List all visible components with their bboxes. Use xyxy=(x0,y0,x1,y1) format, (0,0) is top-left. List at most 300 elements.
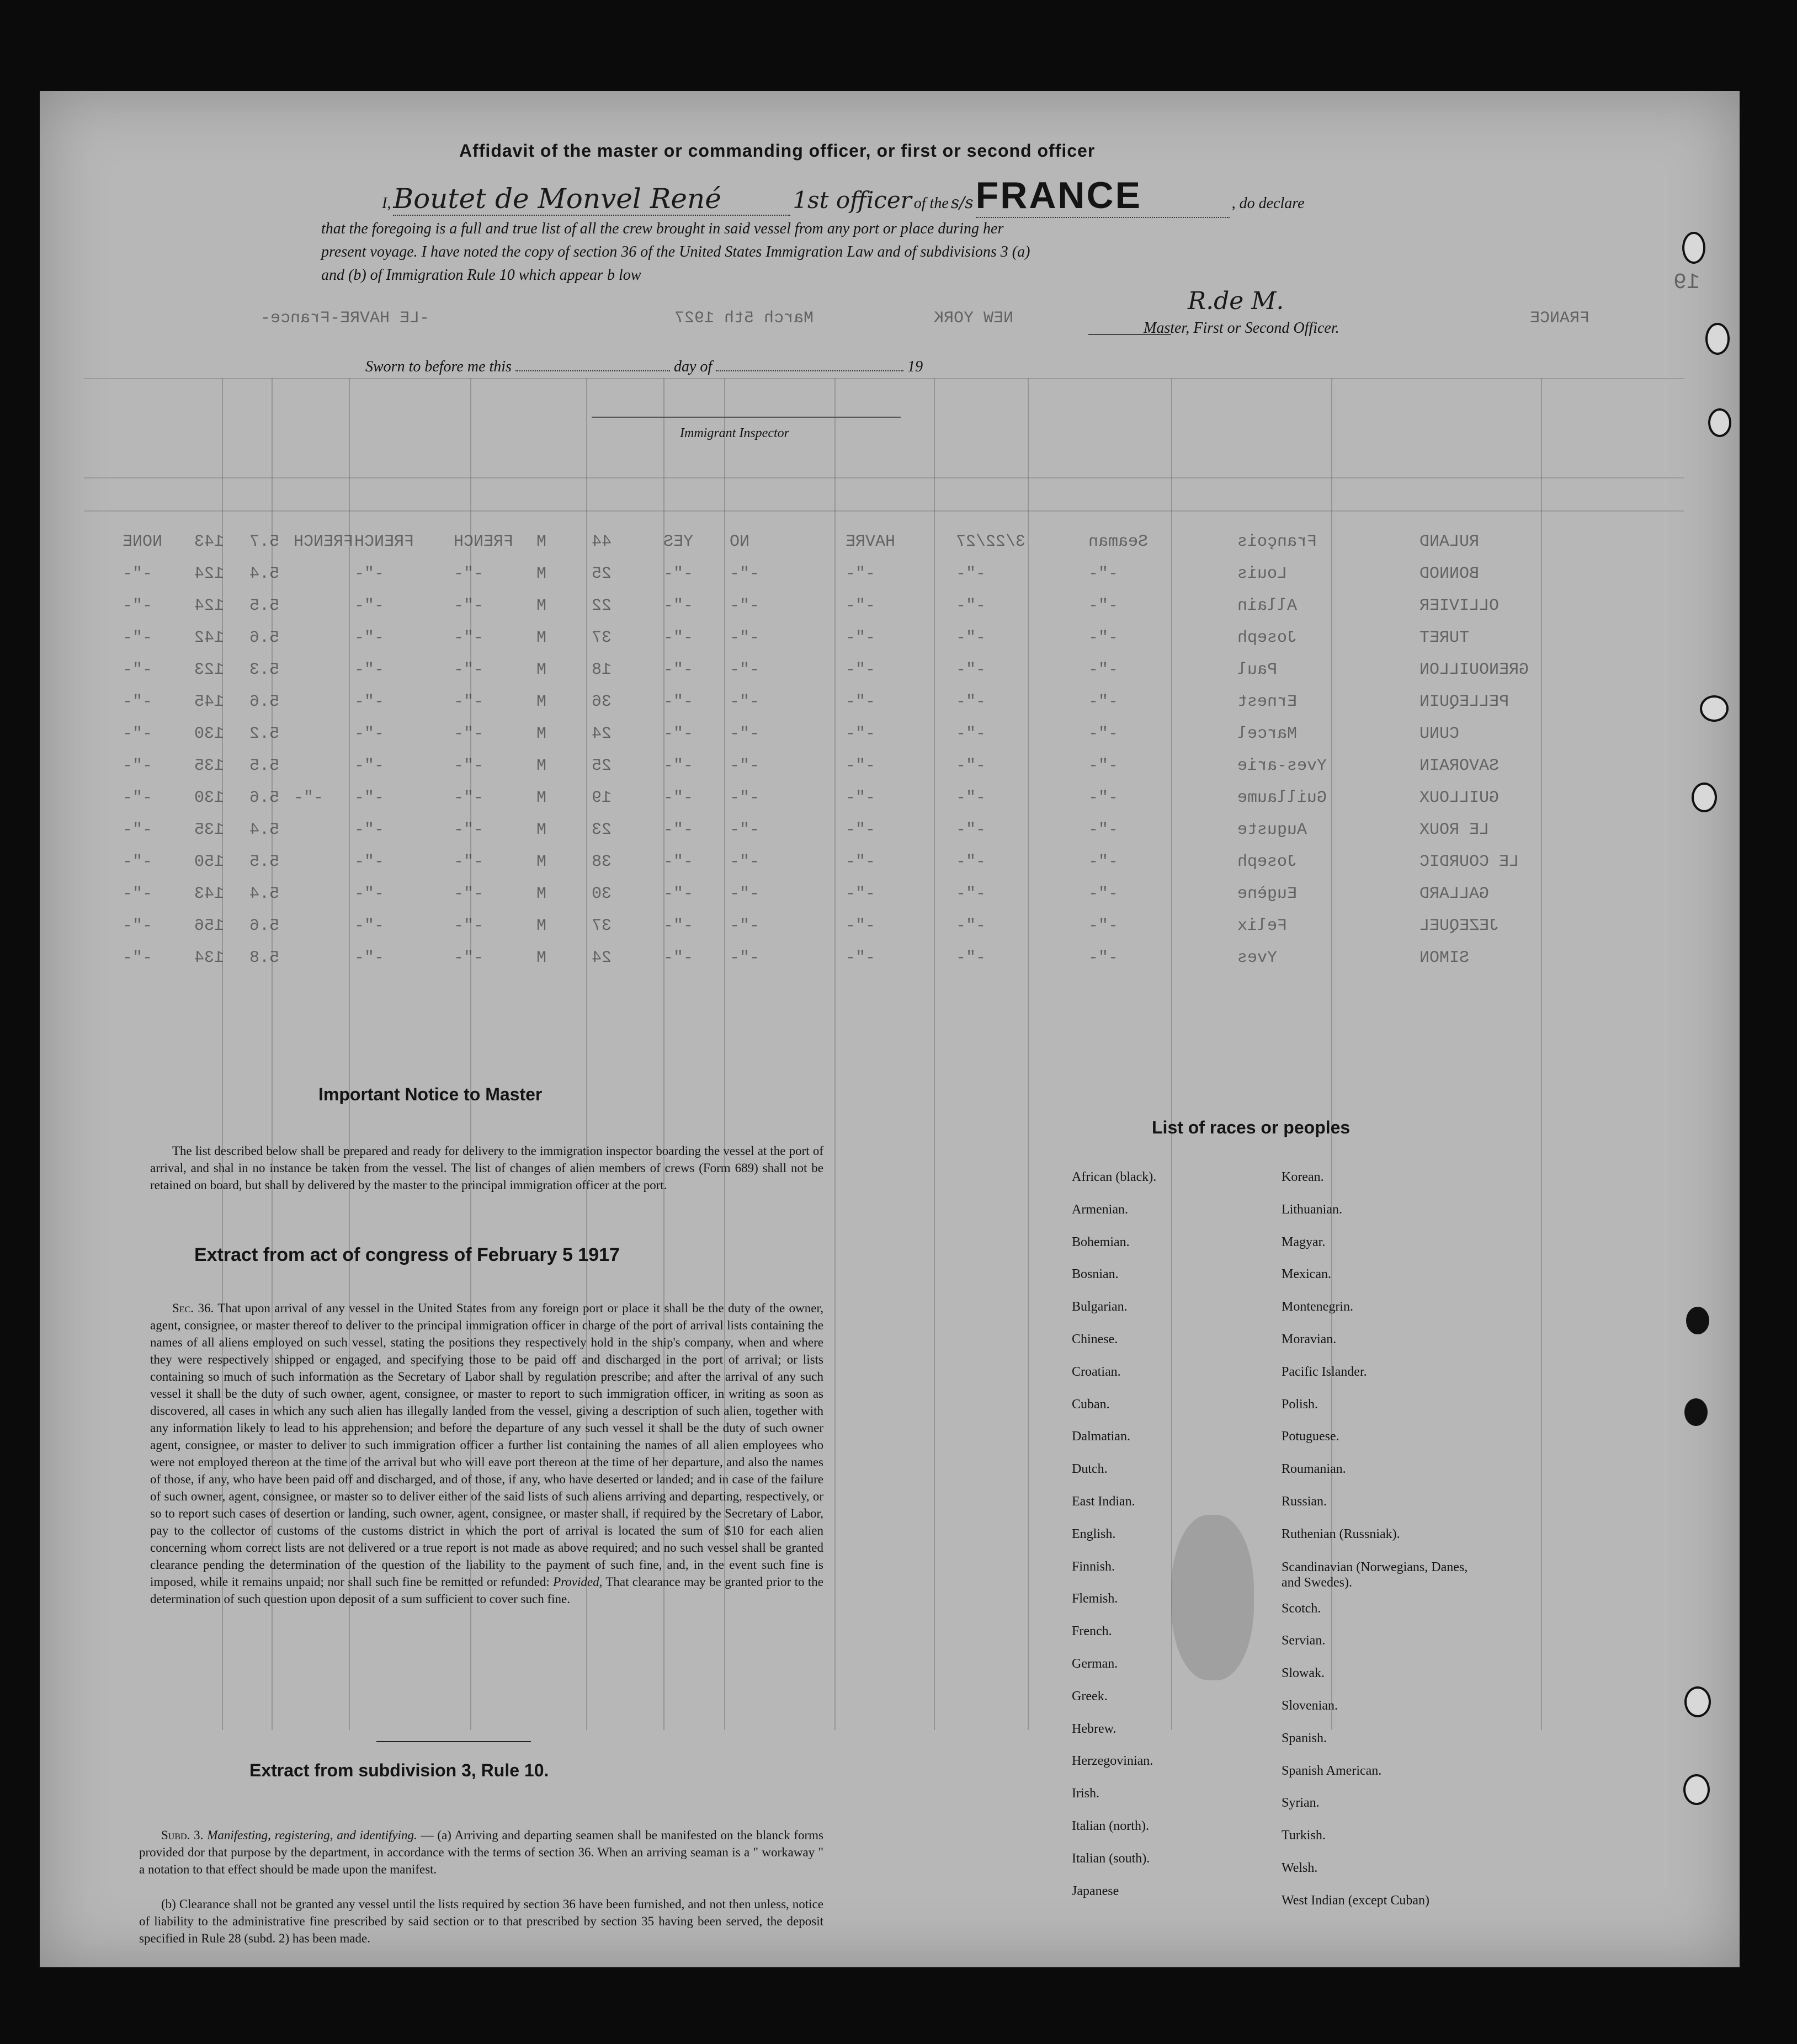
race-item: West Indian (except Cuban) xyxy=(1282,1893,1429,1908)
ghost-cell-surname: SAVORAIN xyxy=(1419,757,1500,775)
ghost-cell-no: -"- xyxy=(730,725,760,743)
ghost-port: NEW YORK xyxy=(934,309,1014,328)
ghost-cell-race: -"- xyxy=(354,661,385,679)
race-item: Montenegrin. xyxy=(1282,1300,1353,1314)
ghost-cell-sex: M xyxy=(536,565,547,583)
race-item: Lithuanian. xyxy=(1282,1202,1342,1217)
officer-title: Master, First or Second Officer. xyxy=(1144,320,1339,337)
ghost-cell-rating: -"- xyxy=(1088,661,1119,679)
ghost-cell-no: -"- xyxy=(730,917,760,935)
ghost-cell-no: -"- xyxy=(730,853,760,871)
ghost-cell-place: HAVRE xyxy=(846,533,896,551)
ghost-cell-date: -"- xyxy=(956,661,986,679)
ghost-cell-rating: Seaman xyxy=(1088,533,1149,551)
race-item: Croatian. xyxy=(1072,1364,1121,1379)
race-item: Scandinavian (Norwegians, Danes, and Swedes). xyxy=(1282,1559,1468,1590)
ghost-cell-marks: -"- xyxy=(123,661,153,679)
ghost-cell-wt: 130 xyxy=(194,789,225,807)
ghost-row xyxy=(40,757,1740,790)
race-item: Bohemian. xyxy=(1072,1234,1130,1249)
ghost-cell-nat: -"- xyxy=(454,885,484,903)
ghost-cell-yes: -"- xyxy=(663,693,694,711)
race-item: Mexican. xyxy=(1282,1267,1331,1282)
officer-rank: 1st officer xyxy=(793,187,912,214)
ghost-cell-rating: -"- xyxy=(1088,565,1119,583)
ghost-cell-nat: -"- xyxy=(454,597,484,615)
ghost-cell-place: -"- xyxy=(846,853,876,871)
race-item: Hebrew. xyxy=(1072,1721,1117,1736)
ghost-cell-age: 22 xyxy=(592,597,612,615)
affidavit-heading: Affidavit of the master or commanding officer, or first or second officer xyxy=(459,141,1096,161)
sworn-line xyxy=(365,356,1138,378)
inspector-line xyxy=(592,417,901,418)
ghost-cell-place: -"- xyxy=(846,885,876,903)
ghost-cell-ht: 5.5 xyxy=(249,757,280,775)
ghost-cell-given: Eugène xyxy=(1237,885,1298,903)
immigrant-inspector: Immigrant Inspector xyxy=(680,426,789,440)
ghost-cell-race: -"- xyxy=(354,629,385,647)
provided-word: Provided, xyxy=(553,1575,603,1589)
i-prefix: I, xyxy=(382,195,391,212)
ghost-cell-race: -"- xyxy=(354,917,385,935)
ghost-row xyxy=(40,629,1740,662)
ghost-cell-place: -"- xyxy=(846,693,876,711)
ghost-row xyxy=(40,725,1740,758)
punch-hole xyxy=(1705,323,1730,355)
punch-hole xyxy=(1686,1307,1709,1334)
ghost-cell-sex: M xyxy=(536,917,547,935)
punch-hole xyxy=(1684,1686,1711,1717)
ghost-cell-given: Allain xyxy=(1237,597,1298,615)
race-item: Spanish American. xyxy=(1282,1763,1382,1778)
ghost-cell-ht: 5.5 xyxy=(249,597,280,615)
ghost-cell-surname: GALLARD xyxy=(1419,885,1490,903)
ghost-cell-wt: 143 xyxy=(194,885,225,903)
ghost-cell-date: -"- xyxy=(956,917,986,935)
ghost-cell-marks: -"- xyxy=(123,917,153,935)
ghost-cell-date: -"- xyxy=(956,949,986,967)
ghost-cell-sex: M xyxy=(536,885,547,903)
ghost-cell-race: -"- xyxy=(354,789,385,807)
ghost-row xyxy=(40,533,1740,566)
race-item: Chinese. xyxy=(1072,1332,1118,1346)
ghost-cell-surname: JEZEQUEL xyxy=(1419,917,1500,935)
ghost-cell-marks: -"- xyxy=(123,597,153,615)
ghost-cell-no: NO xyxy=(730,533,750,551)
race-item: Flemish. xyxy=(1072,1591,1118,1606)
ghost-cell-marks: -"- xyxy=(123,821,153,839)
ghost-row xyxy=(40,821,1740,854)
ghost-cell-age: 24 xyxy=(592,725,612,743)
race-item: Dutch. xyxy=(1072,1462,1108,1477)
ghost-cell-surname: OLLIVIER xyxy=(1419,597,1500,615)
race-item: Spanish. xyxy=(1282,1731,1327,1745)
ghost-cell-date: -"- xyxy=(956,885,986,903)
ghost-cell-nat: -"- xyxy=(454,757,484,775)
ghost-date: March 5th 1927 xyxy=(674,309,814,328)
ghost-cell-yes: -"- xyxy=(663,661,694,679)
ghost-cell-nat: -"- xyxy=(454,789,484,807)
ghost-cell-age: 38 xyxy=(592,853,612,871)
ghost-cell-marks: NONE xyxy=(123,533,163,551)
ghost-cell-place: -"- xyxy=(846,565,876,583)
ghost-cell-marks: -"- xyxy=(123,725,153,743)
ghost-cell-wt: 145 xyxy=(194,693,225,711)
ghost-number: 19 xyxy=(1673,270,1700,295)
ghost-cell-sex: M xyxy=(536,789,547,807)
notice-title: Important Notice to Master xyxy=(318,1084,543,1104)
ghost-cell-age: 23 xyxy=(592,821,612,839)
ghost-cell-rating: -"- xyxy=(1088,693,1119,711)
ghost-cell-wt: 130 xyxy=(194,725,225,743)
ghost-cell-nat: -"- xyxy=(454,661,484,679)
affidavit-line1 xyxy=(382,174,1541,223)
ghost-cell-place: -"- xyxy=(846,629,876,647)
punch-hole xyxy=(1684,1398,1708,1426)
ghost-cell-yes: -"- xyxy=(663,853,694,871)
ghost-cell-no: -"- xyxy=(730,693,760,711)
ghost-cell-wt: 124 xyxy=(194,597,225,615)
race-item: Slovenian. xyxy=(1282,1699,1338,1713)
ghost-cell-race: -"- xyxy=(354,693,385,711)
race-item: Russian. xyxy=(1282,1494,1327,1509)
ghost-cell-wt: 150 xyxy=(194,853,225,871)
ghost-cell-ht: 5.4 xyxy=(249,565,280,583)
ghost-cell-ht: 5.7 xyxy=(249,533,280,551)
race-item: Pacific Islander. xyxy=(1282,1364,1367,1379)
extract-act-text: That upon arrival of any vessel in the United States from any foreign port or place it shall be the duty of the owner, agent, consignee, or master thereof to deliver to the principal immigration officer in charge of the port of arrival lists containing the names of all aliens employed on such vessel, stating the positions they respectively hold in the ship's company, when and where they were respectively shipped or engaged, and specifying those to be paid off and discharged in the port of arrival; or lists containing so much of such information as the Secretary of Labor shall by regulation prescribe; and after the arrival of any such vessel it shall be the duty of such owner, agent, consignee, or master to report to such immigration officer, in writing as soon as discovered, all cases in which any such alien has illegally landed from the vessel, giving a description of such alien, together with any information likely to lead to his apprehension; and before the departure of any such vessel it shall be the duty of such owner agent, consignee, or master to deliver to such immigration officer a further list containing the names of all alien employees who were not employed thereon at the time of the arrival but who will eave port thereon at the time of her departure, and also the names of those, if any, who have been paid off and discharged, and of those, if any, who have deserted or landed; and in case of the failure of such owner, agent, consignee, or master so to deliver either of the said lists of such aliens arriving and departing, respectively, or so to report such cases of desertion or landing, such owner, agent, consignee, or master shall, if required by the Secretary of Labor, pay to the collector of customs of the customs district in which the port of arrival is located the sum of $10 for each alien concerning whom correct lists are not delivered or a true report is not made as above required; and no such vessel shall be granted clearance pending the determination of the question of the liability to the payment of such fine, and, in the event such fine is imposed, while it remains unpaid; nor shall such fine be remitted or refunded: xyxy=(150,1301,823,1589)
ghost-cell-race: -"- xyxy=(354,853,385,871)
ghost-cell-nat: -"- xyxy=(454,949,484,967)
ghost-cell-place: -"- xyxy=(846,661,876,679)
race-item: Herzegovinian. xyxy=(1072,1754,1153,1769)
ghost-cell-ht: 5.5 xyxy=(249,853,280,871)
affidavit-line4: and (b) of Immigration Rule 10 which appear b low xyxy=(321,267,641,284)
race-item: Finnish. xyxy=(1072,1559,1115,1574)
year-text: 19 xyxy=(907,358,923,375)
ghost-cell-nat: -"- xyxy=(454,853,484,871)
ghost-cell-yes: -"- xyxy=(663,949,694,967)
ghost-cell-date: -"- xyxy=(956,725,986,743)
ghost-cell-age: 36 xyxy=(592,693,612,711)
ghost-cell-wt: 143 xyxy=(194,533,225,551)
ghost-cell-race: -"- xyxy=(354,821,385,839)
ghost-row xyxy=(40,661,1740,694)
ghost-cell-yes: -"- xyxy=(663,629,694,647)
race-item: Dalmatian. xyxy=(1072,1429,1130,1444)
ghost-cell-age: 37 xyxy=(592,917,612,935)
race-item: Magyar. xyxy=(1282,1234,1326,1249)
ghost-row xyxy=(40,885,1740,918)
subd-label: Subd. 3. xyxy=(161,1828,204,1842)
ghost-cell-sex: M xyxy=(536,661,547,679)
ghost-cell-no: -"- xyxy=(730,757,760,775)
ghost-row xyxy=(40,693,1740,726)
race-item: East Indian. xyxy=(1072,1494,1135,1509)
race-item: German. xyxy=(1072,1657,1118,1671)
notice-text: The list described below shall be prepared and ready for delivery to the immigration inspector boarding the vessel at the port of arrival, and shal in no instance be taken from the vessel. The list of changes of alien members of crews (Form 689) shall not be retained on board, but shall by delivered by the master to the principal immigration officer at the port. xyxy=(150,1144,823,1192)
ghost-cell-date: -"- xyxy=(956,693,986,711)
ghost-cell-given: Felix xyxy=(1237,917,1288,935)
ghost-cell-date: -"- xyxy=(956,853,986,871)
ghost-cell-no: -"- xyxy=(730,565,760,583)
ghost-cell-date: -"- xyxy=(956,789,986,807)
race-item: Servian. xyxy=(1282,1633,1326,1648)
extract-act-body xyxy=(150,1300,823,1607)
ghost-cell-place: -"- xyxy=(846,821,876,839)
race-item: Turkish. xyxy=(1282,1828,1326,1843)
ghost-cell-given: François xyxy=(1237,533,1317,551)
ghost-cell-given: Guillaume xyxy=(1237,789,1327,807)
ghost-cell-nat: -"- xyxy=(454,821,484,839)
ghost-cell-place: -"- xyxy=(846,757,876,775)
ghost-cell-rating: -"- xyxy=(1088,789,1119,807)
ghost-cell-marks: -"- xyxy=(123,789,153,807)
ghost-cell-no: -"- xyxy=(730,949,760,967)
race-item: Polish. xyxy=(1282,1397,1318,1412)
ghost-cell-date: -"- xyxy=(956,821,986,839)
ghost-cell-race: -"- xyxy=(354,597,385,615)
ghost-cell-surname: RULAND xyxy=(1419,533,1480,551)
ghost-cell-sex: M xyxy=(536,949,547,967)
ghost-from: -LE HAVRE-France- xyxy=(260,309,430,328)
ghost-cell-sex: M xyxy=(536,757,547,775)
ghost-cell-yes: -"- xyxy=(663,789,694,807)
ghost-row xyxy=(40,597,1740,630)
ghost-cell-race: -"- xyxy=(354,565,385,583)
ghost-cell-no: -"- xyxy=(730,597,760,615)
ghost-cell-place: -"- xyxy=(846,949,876,967)
ghost-cell-race: -"- xyxy=(354,757,385,775)
ghost-cell-sex: M xyxy=(536,821,547,839)
ghost-cell-given: Yves xyxy=(1237,949,1278,967)
ghost-cell-wt: 156 xyxy=(194,917,225,935)
of-the: of the xyxy=(913,195,949,212)
ghost-row xyxy=(40,949,1740,982)
ghost-cell-place: -"- xyxy=(846,725,876,743)
ghost-row xyxy=(40,853,1740,886)
ghost-cell-race2: FRENCH xyxy=(294,533,354,551)
ghost-cell-yes: -"- xyxy=(663,565,694,583)
punch-hole xyxy=(1682,232,1705,264)
ghost-cell-rating: -"- xyxy=(1088,597,1119,615)
subd-heading: Manifesting, registering, and identifying. xyxy=(207,1828,417,1842)
ghost-cell-place: -"- xyxy=(846,789,876,807)
extract-act-text-end: That clearance may be granted prior to the determination of such question upon deposit of a sum sufficient to cover such fine. xyxy=(150,1575,824,1606)
race-item: Italian (north). xyxy=(1072,1819,1149,1833)
ghost-cell-ht: 5.6 xyxy=(249,629,280,647)
sec-label: Sec. 36. xyxy=(172,1301,214,1315)
ghost-cell-yes: -"- xyxy=(663,597,694,615)
day-of-text: day of xyxy=(673,358,713,375)
ghost-cell-date: -"- xyxy=(956,597,986,615)
ghost-row xyxy=(40,917,1740,950)
ghost-cell-nat: -"- xyxy=(454,629,484,647)
ghost-cell-wt: 135 xyxy=(194,757,225,775)
race-item: Bosnian. xyxy=(1072,1267,1119,1282)
race-item: Greek. xyxy=(1072,1689,1108,1704)
race-item: Armenian. xyxy=(1072,1202,1128,1217)
ghost-cell-marks: -"- xyxy=(123,949,153,967)
ghost-cell-age: 44 xyxy=(592,533,612,551)
race-item: French. xyxy=(1072,1624,1112,1639)
ghost-cell-marks: -"- xyxy=(123,885,153,903)
ghost-country: FRANCE xyxy=(1530,309,1590,328)
ghost-cell-age: 19 xyxy=(592,789,612,807)
ghost-cell-given: Paul xyxy=(1237,661,1278,679)
ghost-cell-date: -"- xyxy=(956,757,986,775)
sworn-text: Sworn to before me this xyxy=(365,358,512,375)
race-item: Bulgarian. xyxy=(1072,1300,1128,1314)
ghost-cell-no: -"- xyxy=(730,821,760,839)
ghost-cell-nat: -"- xyxy=(454,565,484,583)
ghost-cell-ht: 5.8 xyxy=(249,949,280,967)
ghost-cell-age: 25 xyxy=(592,565,612,583)
race-item: Japanese xyxy=(1072,1883,1119,1898)
ghost-cell-marks: -"- xyxy=(123,693,153,711)
race-item: Moravian. xyxy=(1282,1332,1337,1346)
ghost-cell-given: Marcel xyxy=(1237,725,1298,743)
ghost-cell-date: -"- xyxy=(956,565,986,583)
ghost-cell-no: -"- xyxy=(730,661,760,679)
ghost-cell-race: -"- xyxy=(354,949,385,967)
ghost-cell-yes: YES xyxy=(663,533,694,551)
ghost-cell-nat: FRENCH xyxy=(454,533,514,551)
vessel-prefix: s/s xyxy=(950,193,974,212)
ghost-cell-ht: 5.2 xyxy=(249,725,280,743)
ink-stain xyxy=(1171,1515,1254,1680)
race-item: Irish. xyxy=(1072,1786,1099,1801)
ghost-cell-wt: 123 xyxy=(194,661,225,679)
ghost-cell-rating: -"- xyxy=(1088,725,1119,743)
ghost-cell-race: -"- xyxy=(354,725,385,743)
race-item: Cuban. xyxy=(1072,1397,1110,1412)
race-item: Syrian. xyxy=(1282,1796,1320,1811)
ghost-cell-surname: CUNU xyxy=(1419,725,1460,743)
races-title: List of races or peoples xyxy=(1152,1117,1351,1137)
ghost-cell-marks: -"- xyxy=(123,757,153,775)
ghost-row xyxy=(40,565,1740,598)
ghost-cell-ht: 5.6 xyxy=(249,917,280,935)
ghost-cell-rating: -"- xyxy=(1088,949,1119,967)
ghost-cell-marks: -"- xyxy=(123,565,153,583)
ghost-cell-given: Ernest xyxy=(1237,693,1298,711)
ghost-cell-surname: GRENOUILLON xyxy=(1419,661,1529,679)
ghost-cell-age: 18 xyxy=(592,661,612,679)
ghost-cell-rating: -"- xyxy=(1088,853,1119,871)
ghost-cell-yes: -"- xyxy=(663,725,694,743)
race-item: Slowak. xyxy=(1282,1666,1325,1681)
affidavit-line3: present voyage. I have noted the copy of section 36 of the United States Immigration Law and of subdivisions 3 (a) xyxy=(321,243,1030,260)
manifest-page xyxy=(40,91,1740,1967)
ghost-cell-yes: -"- xyxy=(663,821,694,839)
ghost-cell-ht: 5.3 xyxy=(249,661,280,679)
punch-hole xyxy=(1692,783,1717,812)
ghost-cell-ht: 5.4 xyxy=(249,821,280,839)
race-item: English. xyxy=(1072,1526,1116,1541)
race-item: Scotch. xyxy=(1282,1601,1321,1616)
extract-rule-body-a xyxy=(139,1827,823,1878)
ghost-cell-wt: 135 xyxy=(194,821,225,839)
ghost-cell-sex: M xyxy=(536,725,547,743)
extract-rule-body-b: (b) Clearance shall not be granted any vessel until the lists required by section 36 have been furnished, and not then unless, notice of liability to the administrative fine prescribed by said section or to that prescribed by section 35 having been served, the deposit specified in Rule 28 (subd. 2) has been made. xyxy=(139,1897,823,1945)
officer-name: Boutet de Monvel René xyxy=(393,183,790,216)
ghost-cell-no: -"- xyxy=(730,789,760,807)
ghost-cell-race: -"- xyxy=(354,885,385,903)
do-declare: , do declare xyxy=(1231,195,1305,212)
ghost-cell-given: Auguste xyxy=(1237,821,1307,839)
ghost-cell-age: 37 xyxy=(592,629,612,647)
ghost-cell-ht: 5.6 xyxy=(249,693,280,711)
ghost-cell-marks: -"- xyxy=(123,629,153,647)
ghost-cell-given: Joseph xyxy=(1237,629,1298,647)
race-item: Ruthenian (Russniak). xyxy=(1282,1526,1400,1541)
ghost-cell-rating: -"- xyxy=(1088,917,1119,935)
ghost-cell-given: Louis xyxy=(1237,565,1288,583)
race-item: Welsh. xyxy=(1282,1861,1318,1875)
ghost-cell-rating: -"- xyxy=(1088,821,1119,839)
punch-hole xyxy=(1700,695,1729,722)
ghost-cell-surname: SIMON xyxy=(1419,949,1470,967)
ghost-cell-rating: -"- xyxy=(1088,885,1119,903)
race-item: Korean. xyxy=(1282,1170,1324,1184)
ghost-cell-sex: M xyxy=(536,533,547,551)
ghost-cell-rating: -"- xyxy=(1088,757,1119,775)
ghost-cell-nat: -"- xyxy=(454,917,484,935)
divider-rule xyxy=(376,1741,531,1742)
ghost-cell-surname: PELLEQUIN xyxy=(1419,693,1509,711)
ghost-cell-race: FRENCH xyxy=(354,533,414,551)
ghost-cell-wt: 134 xyxy=(194,949,225,967)
vessel-name: FRANCE xyxy=(976,174,1230,218)
ghost-row xyxy=(40,789,1740,822)
race-item: Roumanian. xyxy=(1282,1462,1346,1477)
ghost-cell-rating: -"- xyxy=(1088,629,1119,647)
ghost-cell-given: Yves-arie xyxy=(1237,757,1327,775)
ghost-cell-age: 30 xyxy=(592,885,612,903)
ghost-cell-no: -"- xyxy=(730,629,760,647)
subd-text-a: — (a) Arriving and departing seamen shall be manifested on the blanck forms provided dor that purpose by the department, in accordance with the terms of section 36. When an arriving seaman is a " workaway " a notation to that effect should be made upon the manifest. xyxy=(139,1828,824,1876)
extract-act-title: Extract from act of congress of February 5 1917 xyxy=(194,1244,620,1265)
ghost-cell-yes: -"- xyxy=(663,757,694,775)
ghost-cell-wt: 142 xyxy=(194,629,225,647)
ghost-cell-age: 24 xyxy=(592,949,612,967)
ghost-cell-sex: M xyxy=(536,597,547,615)
ghost-cell-age: 25 xyxy=(592,757,612,775)
officer-signature: R.de M. xyxy=(1188,287,1284,315)
ghost-cell-wt: 124 xyxy=(194,565,225,583)
ghost-cell-no: -"- xyxy=(730,885,760,903)
punch-hole xyxy=(1708,408,1731,437)
ghost-cell-ht: 5.6 xyxy=(249,789,280,807)
ghost-cell-sex: M xyxy=(536,853,547,871)
ghost-cell-date: -"- xyxy=(956,629,986,647)
ghost-cell-nat: -"- xyxy=(454,693,484,711)
ghost-cell-surname: LE COURDIC xyxy=(1419,853,1519,871)
ghost-cell-race2: -"- xyxy=(294,789,324,807)
ghost-cell-place: -"- xyxy=(846,917,876,935)
ghost-cell-surname: BONNOD xyxy=(1419,565,1480,583)
ghost-cell-place: -"- xyxy=(846,597,876,615)
ghost-cell-surname: TURET xyxy=(1419,629,1470,647)
ghost-cell-nat: -"- xyxy=(454,725,484,743)
ghost-cell-yes: -"- xyxy=(663,917,694,935)
ghost-cell-given: Joseph xyxy=(1237,853,1298,871)
race-item: African (black). xyxy=(1072,1170,1157,1184)
ghost-cell-surname: GUILLOUX xyxy=(1419,789,1500,807)
punch-hole xyxy=(1683,1774,1710,1805)
ghost-cell-date: 3/22/27 xyxy=(956,533,1026,551)
